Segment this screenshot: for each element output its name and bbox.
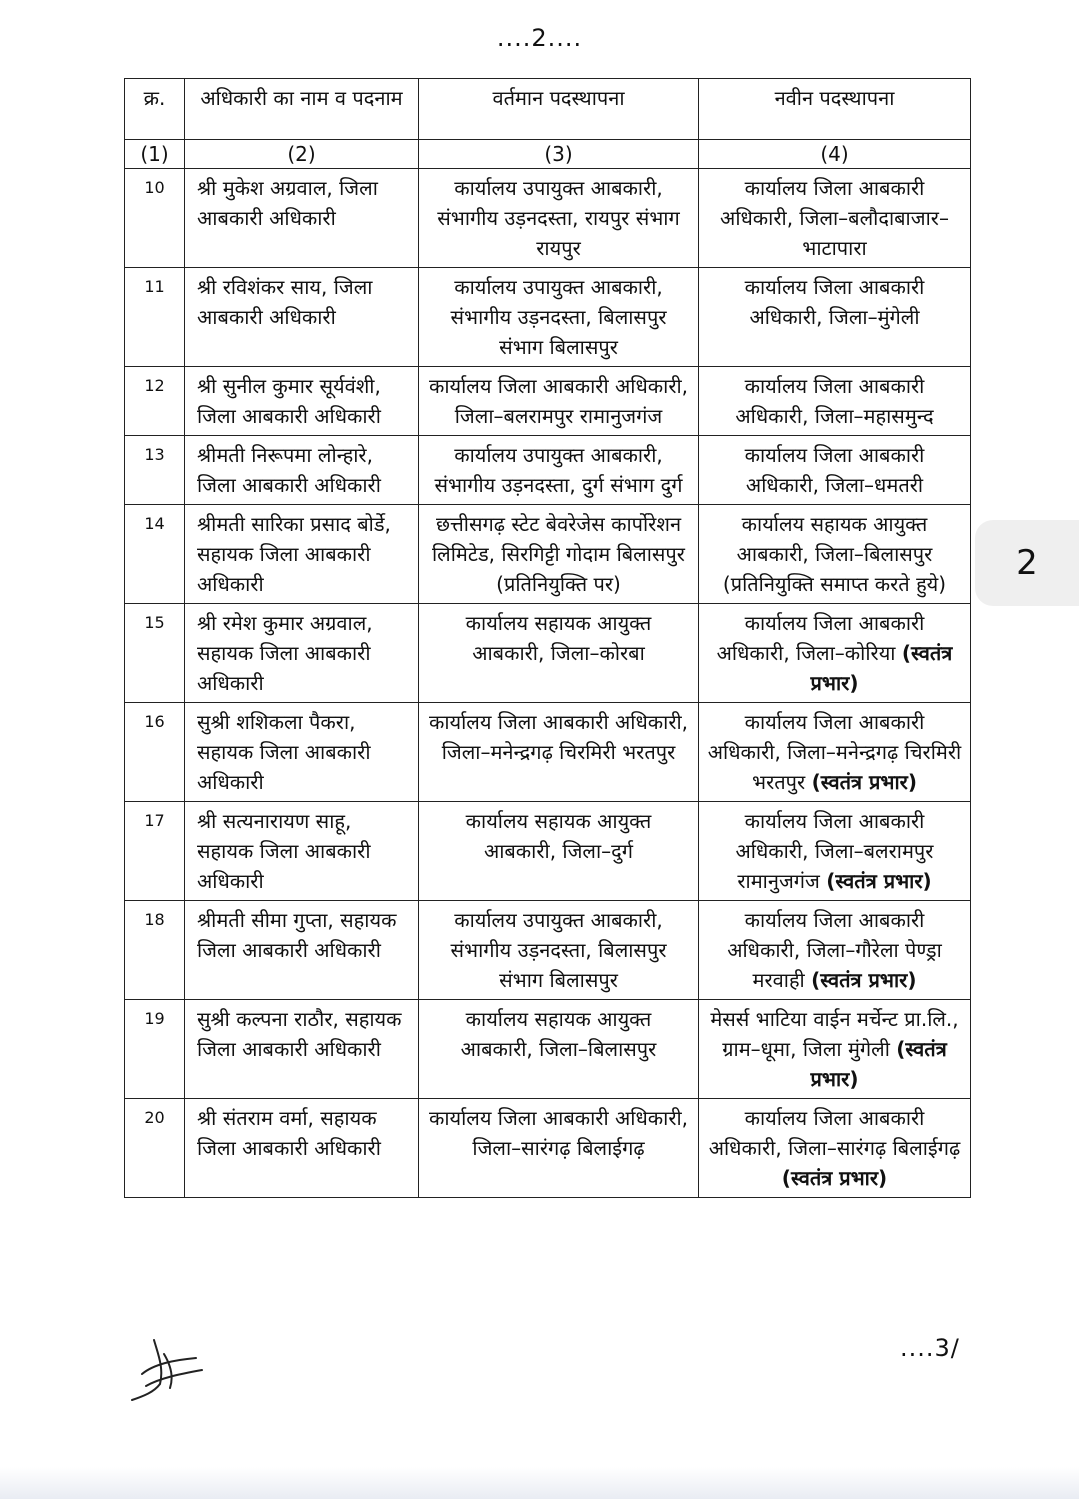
officer-name: श्रीमती निरूपमा लोन्हारे, जिला आबकारी अधिकारी [185,436,419,505]
new-posting [699,901,971,1000]
current-posting: कार्यालय जिला आबकारी अधिकारी, जिला–सारंगढ़ बिलाईगढ़ [419,1099,699,1198]
new-posting [699,604,971,703]
row-serial: 18 [125,901,185,1000]
officer-name: श्री संतराम वर्मा, सहायक जिला आबकारी अधिकारी [185,1099,419,1198]
new-posting [699,1000,971,1099]
officer-name: सुश्री कल्पना राठौर, सहायक जिला आबकारी अधिकारी [185,1000,419,1099]
column-number: (2) [185,140,419,169]
row-serial: 15 [125,604,185,703]
independent-charge-label: (स्वतंत्र प्रभार) [810,1037,947,1091]
new-posting [699,169,971,268]
new-posting-text: कार्यालय सहायक आयुक्त आबकारी, जिला–बिलासपुर (प्रतिनियुक्ति समाप्त करते हुये) [722,512,947,596]
row-serial: 11 [125,268,185,367]
header-sr: क्र. [125,79,185,140]
new-posting [699,436,971,505]
header-row [125,79,971,140]
row-serial: 12 [125,367,185,436]
new-posting-text: कार्यालय जिला आबकारी अधिकारी, जिला–बलौदाबाजार–भाटापारा [720,176,949,260]
officer-name: सुश्री शशिकला पैकरा, सहायक जिला आबकारी अधिकारी [185,703,419,802]
table-row [125,802,971,901]
new-posting [699,802,971,901]
current-posting: कार्यालय उपायुक्त आबकारी, संभागीय उड़नदस्ता, बिलासपुर संभाग बिलासपुर [419,268,699,367]
independent-charge-label: (स्वतंत्र प्रभार) [811,770,917,794]
row-serial: 10 [125,169,185,268]
new-posting-text: मेसर्स भाटिया वाईन मर्चेन्ट प्रा.लि., ग्राम–धूमा, जिला मुंगेली [710,1007,959,1061]
new-posting [699,703,971,802]
row-serial: 20 [125,1099,185,1198]
column-number: (1) [125,140,185,169]
independent-charge-label: (स्वतंत्र प्रभार) [811,968,917,992]
table-row [125,901,971,1000]
new-posting-text: कार्यालय जिला आबकारी अधिकारी, जिला–कोरिया [716,611,925,665]
independent-charge-label: (स्वतंत्र प्रभार) [781,1166,888,1190]
table-row [125,169,971,268]
current-posting: छत्तीसगढ़ स्टेट बेवरेजेस कार्पोरेशन लिमिटेड, सिरगिट्टी गोदाम बिलासपुर (प्रतिनियुक्ति पर) [419,505,699,604]
officer-name: श्री मुकेश अग्रवाल, जिला आबकारी अधिकारी [185,169,419,268]
table-row [125,604,971,703]
current-posting: कार्यालय जिला आबकारी अधिकारी, जिला–बलरामपुर रामानुजगंज [419,367,699,436]
current-posting: कार्यालय उपायुक्त आबकारी, संभागीय उड़नदस्ता, दुर्ग संभाग दुर्ग [419,436,699,505]
page-number-header: ....2.... [496,24,583,52]
new-posting [699,367,971,436]
page-number-badge: 2 [975,520,1079,606]
table-row [125,268,971,367]
current-posting: कार्यालय सहायक आयुक्त आबकारी, जिला–बिलासपुर [419,1000,699,1099]
row-serial: 13 [125,436,185,505]
row-serial: 16 [125,703,185,802]
new-posting [699,1099,971,1198]
row-serial: 14 [125,505,185,604]
new-posting-text: कार्यालय जिला आबकारी अधिकारी, जिला–महासमुन्द [735,374,934,428]
new-posting-text: कार्यालय जिला आबकारी अधिकारी, जिला–मुंगेली [744,275,925,329]
header-name: अधिकारी का नाम व पदनाम [185,79,419,140]
table-row [125,1099,971,1198]
independent-charge-label: (स्वतंत्र प्रभार) [810,641,953,695]
next-page-marker: ....3/ [900,1334,960,1362]
officer-name: श्रीमती सारिका प्रसाद बोर्डे, सहायक जिला आबकारी अधिकारी [185,505,419,604]
current-posting: कार्यालय सहायक आयुक्त आबकारी, जिला–दुर्ग [419,802,699,901]
table-row [125,505,971,604]
row-serial: 17 [125,802,185,901]
header-current-posting: वर्तमान पदस्थापना [419,79,699,140]
current-posting: कार्यालय उपायुक्त आबकारी, संभागीय उड़नदस्ता, रायपुर संभाग रायपुर [419,169,699,268]
independent-charge-label: (स्वतंत्र प्रभार) [826,869,932,893]
new-posting-text: कार्यालय जिला आबकारी अधिकारी, जिला–मनेन्द्रगढ़ चिरमिरी भरतपुर [707,710,962,794]
officer-name: श्रीमती सीमा गुप्ता, सहायक जिला आबकारी अधिकारी [185,901,419,1000]
signature-mark [124,1334,214,1404]
bottom-edge-strip [0,1467,1079,1499]
table-row [125,367,971,436]
new-posting-text: कार्यालय जिला आबकारी अधिकारी, जिला–गौरेला पेण्ड्रा मरवाही [727,908,942,992]
column-number: (3) [419,140,699,169]
officer-name: श्री रविशंकर साय, जिला आबकारी अधिकारी [185,268,419,367]
new-posting-text: कार्यालय जिला आबकारी अधिकारी, जिला–धमतरी [744,443,925,497]
table-body [125,169,971,1198]
new-posting [699,268,971,367]
row-serial: 19 [125,1000,185,1099]
table-row [125,436,971,505]
table-row [125,1000,971,1099]
table-row [125,703,971,802]
transfer-table [124,78,971,1198]
column-number-row [125,140,971,169]
current-posting: कार्यालय जिला आबकारी अधिकारी, जिला–मनेन्द्रगढ़ चिरमिरी भरतपुर [419,703,699,802]
officer-name: श्री सुनील कुमार सूर्यवंशी, जिला आबकारी अधिकारी [185,367,419,436]
officer-name: श्री रमेश कुमार अग्रवाल, सहायक जिला आबकारी अधिकारी [185,604,419,703]
current-posting: कार्यालय उपायुक्त आबकारी, संभागीय उड़नदस्ता, बिलासपुर संभाग बिलासपुर [419,901,699,1000]
new-posting-text: कार्यालय जिला आबकारी अधिकारी, जिला–बलरामपुर रामानुजगंज [735,809,934,893]
officer-name: श्री सत्यनारायण साहू, सहायक जिला आबकारी अधिकारी [185,802,419,901]
current-posting: कार्यालय सहायक आयुक्त आबकारी, जिला–कोरबा [419,604,699,703]
new-posting [699,505,971,604]
header-new-posting: नवीन पदस्थापना [699,79,971,140]
new-posting-text: कार्यालय जिला आबकारी अधिकारी, जिला–सारंगढ़ बिलाईगढ़ [708,1106,961,1160]
column-number: (4) [699,140,971,169]
